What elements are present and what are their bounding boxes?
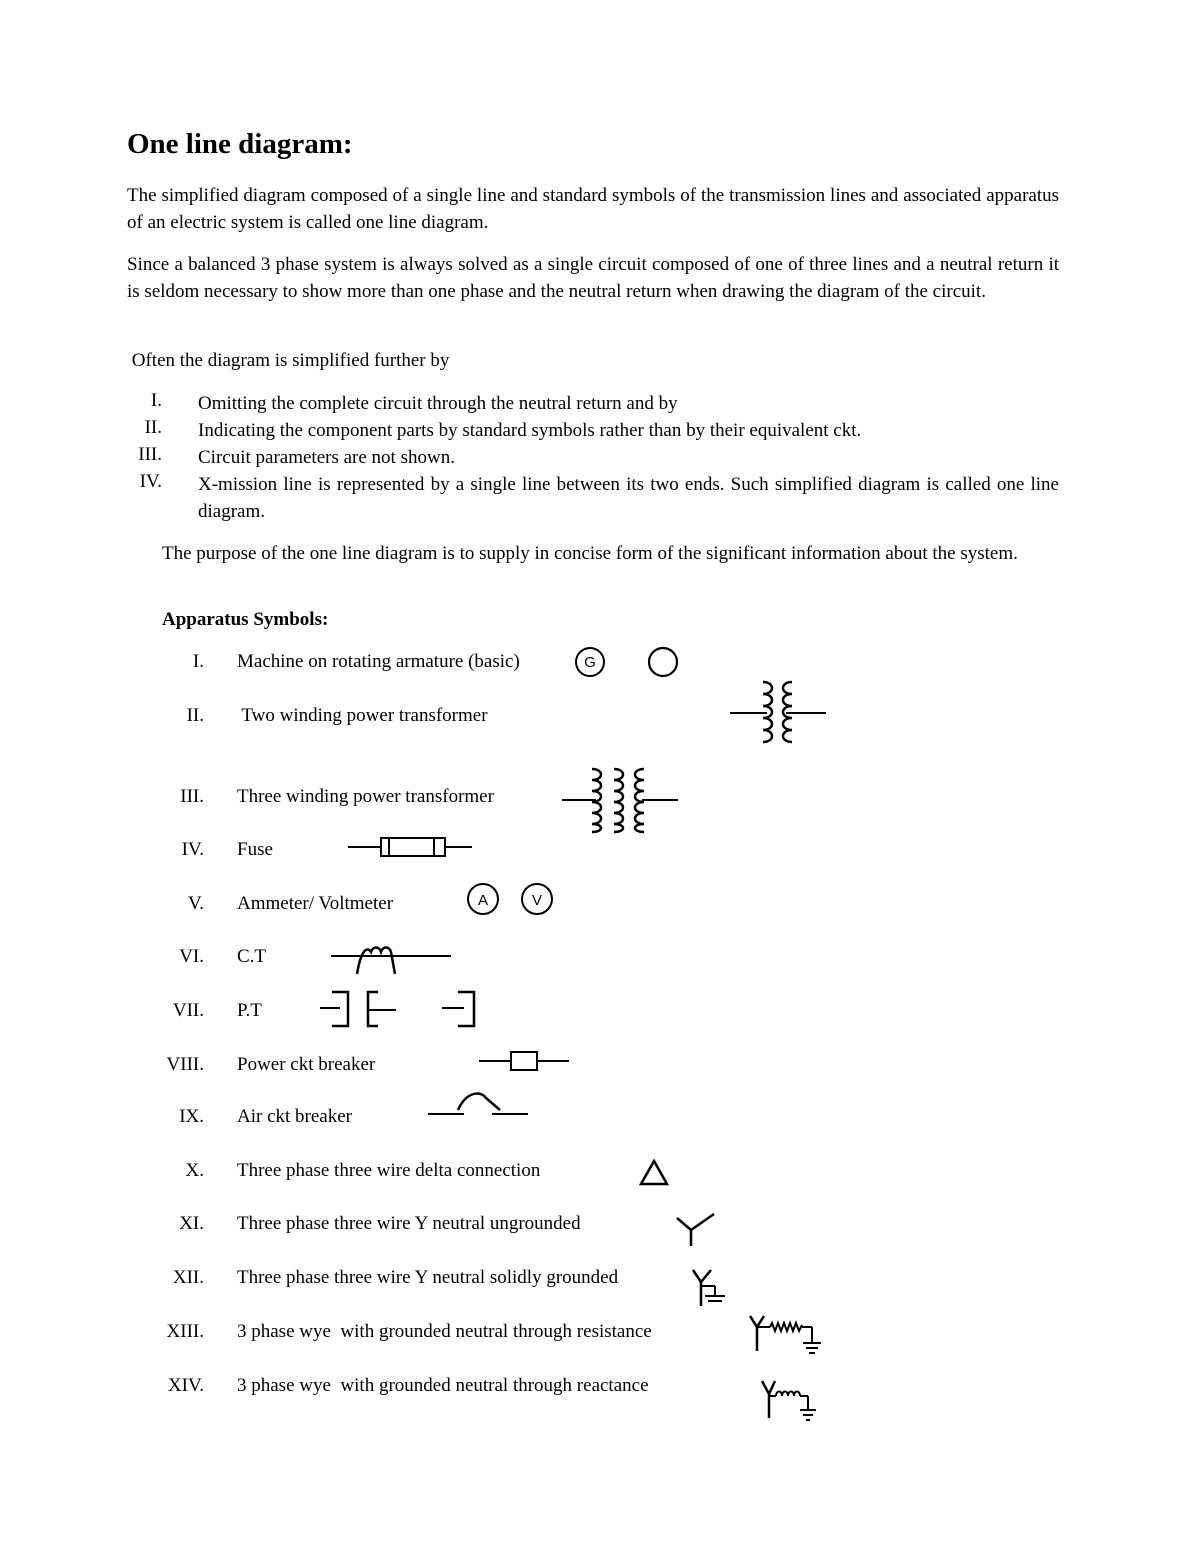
apparatus-number: X. (185, 1160, 204, 1181)
generator-icon (574, 645, 684, 681)
apparatus-label: 3 phase wye with grounded neutral through resistance (237, 1321, 652, 1342)
balanced-system-paragraph: Since a balanced 3 phase system is always solved as a single circuit composed of one of three lines and a neutral return it is seldom necessary to show more than one phase and the neutral return when drawing the diagram of the circuit. (127, 254, 1059, 302)
list-number: III. (138, 444, 162, 465)
apparatus-label: Machine on rotating armature (basic) (237, 651, 520, 672)
list-text: X-mission line is represented by a single line between its two ends. Such simplified diagram is called one line diagram. (198, 474, 1059, 522)
apparatus-number: I. (192, 651, 204, 672)
apparatus-label: 3 phase wye with grounded neutral through reactance (237, 1375, 649, 1396)
apparatus-label: Three phase three wire Y neutral solidly grounded (237, 1267, 619, 1288)
apparatus-label: Three winding power transformer (237, 786, 494, 807)
list-number: II. (144, 417, 162, 438)
air-breaker-icon (428, 1088, 530, 1122)
list-number: I. (150, 390, 162, 411)
list-text: Indicating the component parts by standard symbols rather than by their equivalent ckt. (198, 420, 862, 441)
apparatus-label: Fuse (237, 839, 273, 860)
apparatus-label: Air ckt breaker (237, 1106, 352, 1127)
apparatus-label: Three phase three wire Y neutral ungrounded (237, 1213, 581, 1234)
apparatus-number: XIII. (166, 1321, 204, 1342)
apparatus-number: VIII. (166, 1054, 204, 1075)
voltmeter-letter: V (531, 892, 543, 909)
power-breaker-icon (479, 1048, 571, 1076)
two-winding-transformer-icon (730, 676, 828, 750)
ammeter-letter: A (477, 892, 489, 909)
definition-paragraph: The simplified diagram composed of a single line and standard symbols of the transmission lines and associated apparatus of an electric system is called one line diagram. (127, 185, 1059, 233)
apparatus-label: Three phase three wire delta connection (237, 1160, 541, 1181)
wye-grounded-icon (691, 1266, 731, 1310)
delta-icon (638, 1158, 670, 1188)
wye-resistance-ground-icon (748, 1313, 826, 1359)
current-transformer-icon (331, 940, 453, 978)
apparatus-label: P.T (237, 1000, 262, 1021)
list-text: Omitting the complete circuit through the neutral return and by (198, 393, 678, 414)
apparatus-number: II. (186, 705, 204, 726)
apparatus-number: VI. (179, 946, 204, 967)
wye-reactance-ground-icon (760, 1378, 824, 1426)
generator-letter: G (584, 654, 596, 671)
fuse-icon (348, 833, 474, 861)
wye-ungrounded-icon (674, 1210, 718, 1248)
apparatus-number: XII. (172, 1267, 204, 1288)
meter-icon (466, 882, 556, 918)
potential-transformer-icon (318, 988, 482, 1032)
apparatus-number: IX. (179, 1106, 204, 1127)
apparatus-number: XIV. (167, 1375, 204, 1396)
list-text: Circuit parameters are not shown. (198, 447, 455, 468)
apparatus-label: Ammeter/ Voltmeter (237, 893, 394, 914)
three-winding-transformer-icon (562, 764, 680, 836)
page-title: One line diagram: (127, 128, 353, 160)
apparatus-label: Power ckt breaker (237, 1054, 376, 1075)
apparatus-number: IV. (181, 839, 204, 860)
apparatus-label: C.T (237, 946, 267, 967)
apparatus-label: Two winding power transformer (237, 705, 488, 726)
apparatus-number: V. (187, 893, 204, 914)
list-number: IV. (139, 471, 162, 492)
apparatus-number: III. (180, 786, 204, 807)
simplified-further-paragraph: Often the diagram is simplified further by (127, 350, 450, 371)
apparatus-number: XI. (179, 1213, 204, 1234)
apparatus-heading: Apparatus Symbols: (162, 609, 329, 630)
purpose-paragraph: The purpose of the one line diagram is to supply in concise form of the significant information about the system. (162, 543, 1018, 564)
apparatus-number: VII. (172, 1000, 204, 1021)
